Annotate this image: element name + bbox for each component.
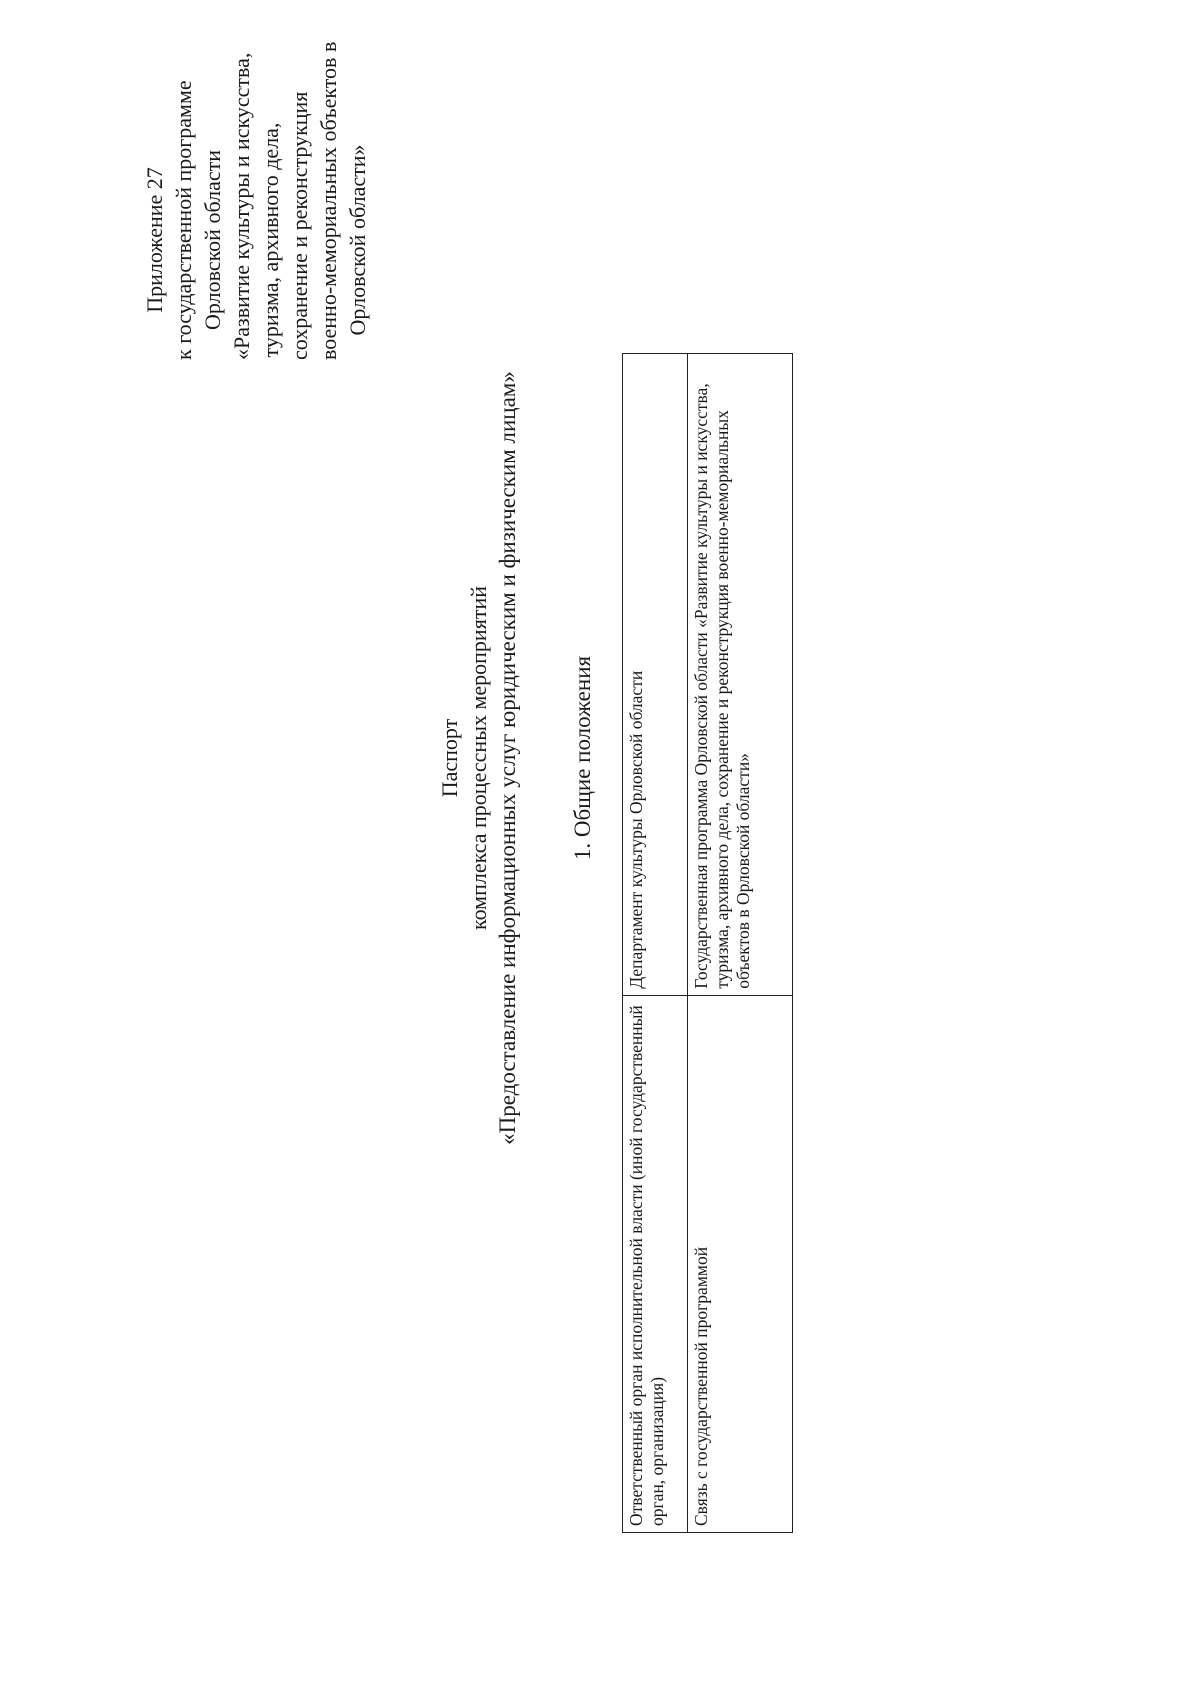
appendix-block <box>140 41 372 360</box>
appendix-line: военно-мемориальных объектов в <box>316 41 341 360</box>
table-cell-value: Государственная программа Орловской области «Развитие культуры и искусства, туризма, архивного дела, сохранение и реконструкция военно-мемориальных объектов в Орловской области» <box>688 354 793 996</box>
appendix-line: Приложение 27 <box>142 167 167 313</box>
table-row <box>623 354 688 1533</box>
section-heading: 1. Общие положения <box>570 655 595 861</box>
table-cell-value: Департамент культуры Орловской области <box>623 354 688 996</box>
table-cell-label: Связь с государственной программой <box>688 995 793 1532</box>
appendix-line: Орловской области» <box>345 144 370 336</box>
appendix-line: сохранение и реконструкция <box>287 91 312 360</box>
title-line-passport: Паспорт <box>437 718 462 798</box>
general-provisions-table <box>622 353 793 1533</box>
document-title <box>435 268 522 1248</box>
title-line-name: «Предоставление информационных услуг юридическим и физическим лицам» <box>495 371 520 1145</box>
appendix-line: «Развитие культуры и искусства, <box>229 52 254 360</box>
table-cell-label: Ответственный орган исполнительной власти (иной государственный орган, организация) <box>623 995 688 1532</box>
title-line-complex: комплекса процессных мероприятий <box>466 586 491 930</box>
table-row <box>688 354 793 1533</box>
appendix-line: Орловской области <box>200 150 225 330</box>
appendix-line: туризма, архивного дела, <box>258 122 283 358</box>
appendix-line: к государственной программе <box>171 80 196 360</box>
